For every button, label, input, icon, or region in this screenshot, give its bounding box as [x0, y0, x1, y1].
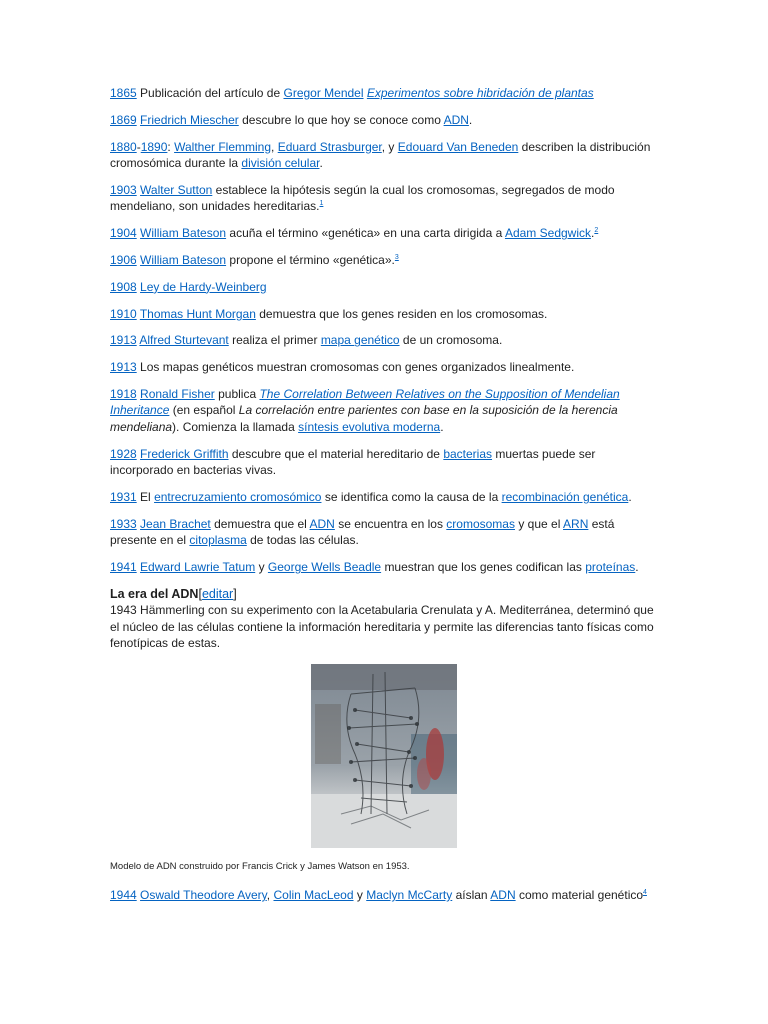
year-link-1880[interactable]: 1880 [110, 139, 137, 154]
link-experimentos[interactable]: Experimentos sobre hibridación de plantas [366, 86, 594, 100]
timeline-entry-1880: 1880-1890: Walther Flemming, Eduard Strasburger, y Edouard Van Beneden describen la distribución cromosómica durante la división celular. [110, 139, 651, 171]
year-link-1906[interactable]: 1906 [110, 252, 137, 267]
link-eduard-strasburger[interactable]: Eduard Strasburger [277, 139, 382, 154]
timeline-entry-1944: 1944 Oswald Theodore Avery, Colin MacLeod y Maclyn McCarty aíslan ADN como material genético$^4$ [110, 887, 647, 902]
year-link-1913[interactable]: 1913 [110, 333, 137, 348]
timeline-entry-1903: 1903 Walter Sutton establece la hipótesis según la cual los cromosomas, segregados de modo mendeliano, son unidades hereditarias.$^1$ [110, 182, 615, 214]
timeline-entry-1941: 1941 Edward Lawrie Tatum y George Wells Beadle muestran que los genes codifican las proteínas. [110, 560, 639, 575]
reference-link-1[interactable]: 1 [319, 200, 324, 208]
link-oswald-avery[interactable]: Oswald Theodore Avery [140, 887, 267, 902]
year-link-1918[interactable]: 1918 [110, 386, 137, 401]
link-jean-brachet[interactable]: Jean Brachet [140, 516, 211, 531]
year-link-1910[interactable]: 1910 [110, 306, 137, 321]
link-adam-sedgwick[interactable]: Adam Sedgwick [504, 226, 591, 241]
year-link-1865[interactable]: 1865 [110, 86, 137, 100]
section-paragraph-1943: 1943 Hämmerling con su experimento con la Acetabularia Crenulata y A. Mediterránea, determinó que el núcleo de las células contiene la información hereditaria y permite las diferencias tanto físicas como fenotípicas de estas. [110, 603, 654, 651]
link-adn[interactable]: ADN [443, 112, 469, 127]
link-thomas-hunt-morgan[interactable]: Thomas Hunt Morgan [139, 306, 256, 321]
link-hardy-weinberg[interactable]: Ley de Hardy-Weinberg [140, 279, 267, 294]
link-walther-flemming[interactable]: Walther Flemming [174, 139, 272, 154]
figure-caption: Modelo de ADN construido por Francis Crick y James Watson en 1953. [110, 860, 410, 872]
link-alfred-sturtevant[interactable]: Alfred Sturtevant [139, 333, 229, 348]
link-gregor-mendel[interactable]: Gregor Mendel [283, 86, 364, 100]
link-arn[interactable]: ARN [563, 516, 589, 531]
timeline-entry-1918: 1918 Ronald Fisher publica The Correlation Between Relatives on the Supposition of Mendelian Inheritance (en español La correlación entre parientes con base en la suposición de la herencia mendeliana). Comienza la llamada síntesis evolutiva moderna. [110, 386, 620, 434]
link-walter-sutton[interactable]: Walter Sutton [140, 182, 213, 197]
year-link-1933[interactable]: 1933 [110, 516, 137, 531]
link-frederick-griffith[interactable]: Frederick Griffith [140, 446, 229, 461]
link-cromosomas[interactable]: cromosomas [446, 516, 515, 531]
section-heading-era-adn: La era del ADN[editar] [110, 586, 237, 601]
link-maclyn-mccarty[interactable]: Maclyn McCarty [366, 887, 453, 902]
link-adn-2[interactable]: ADN [309, 516, 335, 531]
year-link-1903[interactable]: 1903 [110, 182, 137, 197]
link-mapa-genetico[interactable]: mapa genético [320, 333, 400, 348]
link-entrecruzamiento[interactable]: entrecruzamiento cromosómico [154, 490, 322, 505]
timeline-entry-1928: 1928 Frederick Griffith descubre que el material hereditario de bacterias muertas puede ser incorporado en bacterias vivas. [110, 446, 596, 478]
link-friedrich-miescher[interactable]: Friedrich Miescher [140, 112, 239, 127]
timeline-entry-1908 [110, 279, 658, 296]
link-colin-macleod[interactable]: Colin MacLeod [273, 887, 354, 902]
link-citoplasma[interactable]: citoplasma [189, 533, 247, 548]
timeline-entry-1931: 1931 El entrecruzamiento cromosómico se identifica como la causa de la recombinación genética. [110, 490, 632, 505]
link-edward-lawrie-tatum[interactable]: Edward Lawrie Tatum [140, 560, 256, 575]
article-body [110, 85, 658, 914]
link-recombinacion-genetica[interactable]: recombinación genética [501, 490, 629, 505]
year-link-1908[interactable]: 1908 [110, 279, 137, 294]
link-proteinas[interactable]: proteínas [585, 560, 636, 575]
timeline-entry-1906: 1906 William Bateson propone el término «genética».$^3$ [110, 252, 399, 267]
link-william-bateson-2[interactable]: William Bateson [140, 252, 227, 267]
year-link-1913-b[interactable]: 1913 [110, 360, 137, 375]
reference-link-3[interactable]: 3 [394, 253, 399, 261]
edit-section-link[interactable]: editar [201, 586, 234, 601]
timeline-entry-1865: 1865 Publicación del artículo de Gregor Mendel Experimentos sobre hibridación de plantas [110, 86, 594, 100]
timeline-entry-1933: 1933 Jean Brachet demuestra que el ADN se encuentra en los cromosomas y que el ARN está presente en el citoplasma de todas las células. [110, 516, 615, 548]
timeline-entry-1913b: 1913 Los mapas genéticos muestran cromosomas con genes organizados linealmente. [110, 360, 575, 375]
link-george-wells-beadle[interactable]: George Wells Beadle [267, 560, 382, 575]
timeline-entry-1913a: 1913 Alfred Sturtevant realiza el primer mapa genético de un cromosoma. [110, 333, 503, 348]
year-link-1928[interactable]: 1928 [110, 446, 137, 461]
year-link-1931[interactable]: 1931 [110, 490, 137, 505]
dna-model-photo [311, 664, 457, 848]
link-william-bateson[interactable]: William Bateson [140, 226, 227, 241]
timeline-entry-1869: 1869 Friedrich Miescher descubre lo que hoy se conoce como ADN. [110, 112, 473, 127]
link-sintesis-evolutiva[interactable]: síntesis evolutiva moderna [298, 419, 441, 434]
timeline-entry-1910: 1910 Thomas Hunt Morgan demuestra que los genes residen en los cromosomas. [110, 306, 548, 321]
link-adn-3[interactable]: ADN [490, 887, 516, 902]
link-bacterias[interactable]: bacterias [443, 446, 493, 461]
reference-link-2[interactable]: 2 [594, 227, 599, 235]
link-correlation-paper[interactable]: The Correlation Between Relatives on the Supposition of Mendelian Inheritance [110, 386, 620, 418]
link-edouard-van-beneden[interactable]: Edouard Van Beneden [397, 139, 519, 154]
reference-link-4[interactable]: 4 [643, 888, 647, 896]
link-ronald-fisher[interactable]: Ronald Fisher [140, 386, 215, 401]
year-link-1904[interactable]: 1904 [110, 226, 137, 241]
link-division-celular[interactable]: división celular [241, 156, 320, 171]
year-link-1890[interactable]: 1890 [140, 139, 168, 154]
timeline-entry-1904: 1904 William Bateson acuña el término «genética» en una carta dirigida a Adam Sedgwick.$^2$ [110, 226, 599, 241]
year-link-1869[interactable]: 1869 [110, 112, 137, 127]
year-link-1941[interactable]: 1941 [110, 560, 137, 575]
year-link-1944[interactable]: 1944 [110, 887, 137, 902]
